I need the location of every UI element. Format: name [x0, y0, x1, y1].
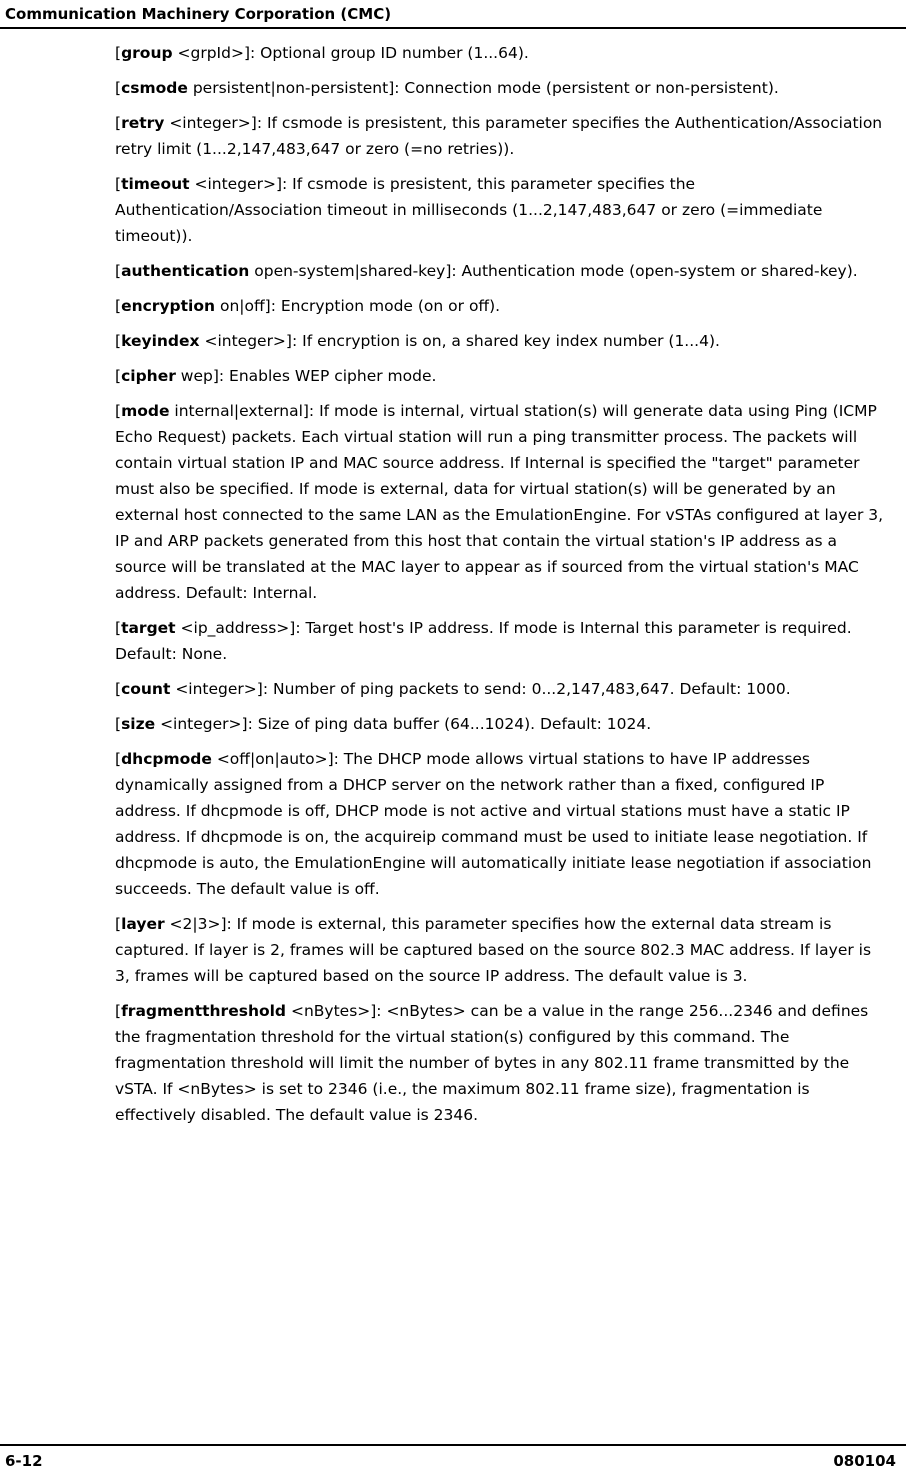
param-name: fragmentthreshold [121, 1002, 287, 1020]
param-paragraph-mode [115, 398, 888, 606]
param-paragraph-layer [115, 911, 888, 989]
param-description: open-system|shared-key]: Authentication mode (open-system or shared-key). [249, 262, 858, 280]
bracket: [ [115, 619, 122, 637]
bracket: [ [115, 402, 122, 420]
page-header [0, 0, 906, 29]
param-description: <ip_address>]: Target host's IP address. If mode is Internal this parameter is required. Default: None. [115, 619, 852, 663]
doc-code: 080104 [833, 1452, 896, 1470]
param-name: keyindex [121, 332, 200, 350]
param-description: persistent|non-persistent]: Connection mode (persistent or non-persistent). [187, 79, 779, 97]
page-footer [0, 1444, 906, 1480]
param-description: <2|3>]: If mode is external, this parameter specifies how the external data stream is captured. If layer is 2, frames will be captured based on the source 802.3 MAC address. If layer is 3, frames will be captured based on the source IP address. The default value is 3. [115, 915, 872, 985]
param-name: count [121, 680, 171, 698]
bracket: [ [115, 114, 122, 132]
param-description: <integer>]: If encryption is on, a shared key index number (1...4). [199, 332, 720, 350]
param-name: group [121, 44, 173, 62]
param-name: cipher [121, 367, 176, 385]
param-description: <integer>]: If csmode is presistent, this parameter specifies the Authentication/Association timeout in milliseconds (1...2,147,483,647 or zero (=immediate timeout)). [115, 175, 823, 245]
document-body [0, 29, 906, 1128]
bracket: [ [115, 750, 122, 768]
param-name: encryption [121, 297, 216, 315]
bracket: [ [115, 915, 122, 933]
param-description: internal|external]: If mode is internal, virtual station(s) will generate data using Ping (ICMP Echo Request) packets. Each virtual station will run a ping transmitter process. The packets will contain virtual station IP and MAC source address. If Internal is specified the "target" parameter must also be specified. If mode is external, data for virtual station(s) will be generated by an external host connected to the same LAN as the EmulationEngine. For vSTAs configured at layer 3, IP and ARP packets generated from this host that contain the virtual station's IP address as a source will be translated at the MAC layer to appear as if sourced from the virtual station's MAC address. Default: Internal. [115, 402, 884, 602]
bracket: [ [115, 367, 122, 385]
param-description: wep]: Enables WEP cipher mode. [175, 367, 437, 385]
param-paragraph-target [115, 615, 888, 667]
param-name: mode [121, 402, 170, 420]
param-description: <off|on|auto>]: The DHCP mode allows virtual stations to have IP addresses dynamically assigned from a DHCP server on the network rather than a fixed, configured IP address. If dhcpmode is off, DHCP mode is not active and virtual stations must have a static IP address. If dhcpmode is on, the acquireip command must be used to initiate lease negotiation. If dhcpmode is auto, the EmulationEngine will automatically initiate lease negotiation if association succeeds. The default value is off. [115, 750, 872, 898]
param-paragraph-cipher [115, 363, 888, 389]
param-paragraph-count [115, 676, 888, 702]
bracket: [ [115, 175, 122, 193]
bracket: [ [115, 79, 122, 97]
bracket: [ [115, 715, 122, 733]
bracket: [ [115, 297, 122, 315]
param-name: dhcpmode [121, 750, 212, 768]
param-name: authentication [121, 262, 250, 280]
param-name: csmode [121, 79, 188, 97]
param-name: target [121, 619, 176, 637]
param-paragraph-encryption [115, 293, 888, 319]
page-number: 6-12 [5, 1452, 43, 1470]
param-description: <integer>]: Number of ping packets to send: 0...2,147,483,647. Default: 1000. [170, 680, 791, 698]
param-description: on|off]: Encryption mode (on or off). [215, 297, 501, 315]
param-description: <integer>]: Size of ping data buffer (64...1024). Default: 1024. [155, 715, 652, 733]
param-paragraph-keyindex [115, 328, 888, 354]
param-paragraph-retry [115, 110, 888, 162]
param-paragraph-dhcpmode [115, 746, 888, 902]
bracket: [ [115, 1002, 122, 1020]
bracket: [ [115, 44, 122, 62]
param-description: <integer>]: If csmode is presistent, this parameter specifies the Authentication/Association retry limit (1...2,147,483,647 or zero (=no retries)). [115, 114, 883, 158]
bracket: [ [115, 680, 122, 698]
param-paragraph-timeout [115, 171, 888, 249]
param-name: layer [121, 915, 165, 933]
param-name: retry [121, 114, 165, 132]
bracket: [ [115, 332, 122, 350]
param-name: timeout [121, 175, 190, 193]
param-paragraph-size [115, 711, 888, 737]
bracket: [ [115, 262, 122, 280]
param-description: <grpId>]: Optional group ID number (1...64). [172, 44, 529, 62]
param-paragraph-authentication [115, 258, 888, 284]
param-description: <nBytes>]: <nBytes> can be a value in the range 256...2346 and defines the fragmentation threshold for the virtual station(s) configured by this command. The fragmentation threshold will limit the number of bytes in any 802.11 frame transmitted by the vSTA. If <nBytes> is set to 2346 (i.e., the maximum 802.11 frame size), fragmentation is effectively disabled. The default value is 2346. [115, 1002, 869, 1124]
page-title: Communication Machinery Corporation (CMC) [5, 5, 392, 23]
param-paragraph-csmode [115, 75, 888, 101]
param-paragraph-group [115, 40, 888, 66]
param-name: size [121, 715, 156, 733]
param-paragraph-fragmentthreshold [115, 998, 888, 1128]
